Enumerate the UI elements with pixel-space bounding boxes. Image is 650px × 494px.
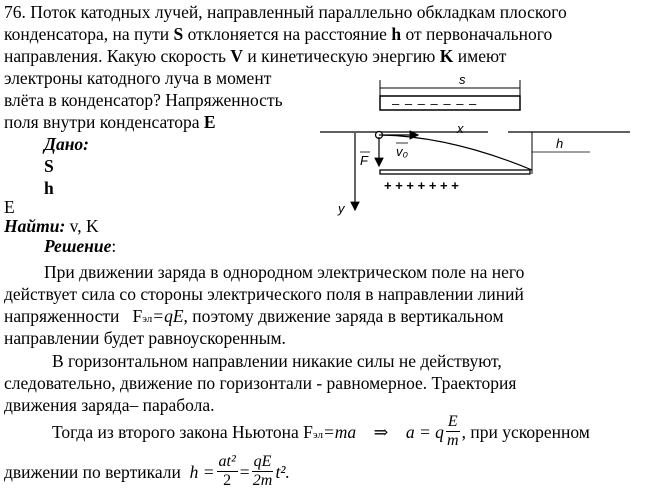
- fraction-denominator: m: [446, 432, 459, 450]
- force-subscript: эл: [142, 313, 153, 325]
- find-value: v, K: [65, 216, 99, 236]
- var-K: K: [439, 46, 454, 66]
- find-line: [4, 215, 99, 237]
- capacitor-diagram: [310, 70, 645, 220]
- fraction-denominator: 2: [223, 472, 232, 490]
- label-h: h: [556, 136, 564, 151]
- label-y: y: [338, 201, 345, 216]
- implies-arrow: ⇒: [373, 422, 389, 442]
- p4-line: [4, 453, 290, 492]
- p1-text: , поэтому движение заряда в вертикальном: [183, 306, 504, 326]
- given-item-E: E: [4, 197, 15, 217]
- problem-line-5: влёта в конденсатор? Напряженность: [4, 90, 283, 110]
- accel-formula: a = q: [405, 422, 444, 442]
- p2-line-2: следовательно, движение по горизонтали - равномерное. Траектория: [4, 373, 517, 393]
- label-s: s: [459, 72, 466, 87]
- solution-heading-line: [44, 235, 116, 257]
- p3-text: , при ускоренном: [461, 422, 590, 442]
- p4-text: движении по вертикали: [4, 462, 181, 482]
- given-heading: Дано:: [44, 134, 89, 154]
- problem-text: поля внутри конденсатора: [4, 112, 204, 132]
- solution-heading: Решение: [44, 236, 112, 256]
- minus-signs: – – – – – – –: [392, 96, 478, 111]
- plus-signs: + + + + + + +: [384, 178, 459, 193]
- var-V: V: [230, 46, 243, 66]
- given-item-S: S: [44, 156, 54, 176]
- p1-line-4: направлении будет равноускоренным.: [4, 328, 286, 348]
- problem-text: и кинетическую энергию: [243, 46, 440, 66]
- t-squared: t².: [275, 462, 290, 482]
- h-formula: h =: [189, 462, 215, 482]
- problem-line-2: [4, 23, 552, 45]
- problem-line-4: электроны катодного луча в момент: [4, 68, 272, 88]
- var-S: S: [173, 24, 184, 44]
- label-F: F: [360, 153, 368, 168]
- problem-text: имеют: [453, 46, 507, 66]
- bottom-plate: [380, 170, 530, 174]
- force-symbol: F: [132, 306, 143, 326]
- equals-sign: =: [239, 462, 250, 482]
- fraction-numerator: qE: [253, 453, 272, 471]
- label-v0: v₀: [396, 144, 408, 159]
- p2-line-3: движения заряда– парабола.: [4, 395, 215, 415]
- problem-text: от первоначального: [401, 24, 553, 44]
- p1-text: напряженности: [4, 306, 120, 326]
- p3-line: [52, 414, 590, 453]
- fraction-numerator: E: [447, 413, 458, 431]
- problem-line-6: [4, 111, 216, 133]
- force-formula: =qE: [152, 306, 184, 326]
- problem-line-3: [4, 45, 506, 67]
- label-x: x: [457, 121, 464, 136]
- solution-colon: :: [111, 236, 117, 256]
- find-heading: Найти:: [4, 216, 66, 236]
- p3-formula: =ma: [322, 422, 357, 442]
- problem-text: отклоняется на расстояние: [183, 24, 392, 44]
- p3-subscript: эл: [312, 429, 323, 441]
- var-h: h: [391, 24, 402, 44]
- fraction-E-over-m: [446, 413, 460, 450]
- var-E: E: [203, 112, 216, 132]
- p1-line-1: При движении заряда в однородном электрическом поле на него: [44, 262, 525, 282]
- given-item-h: h: [44, 178, 54, 198]
- fraction-numerator: at²: [218, 453, 236, 471]
- problem-text: конденсатора, на пути: [4, 24, 174, 44]
- p1-line-2: действует сила со стороны электрического поля в направлении линий: [4, 284, 524, 304]
- problem-line-1: 76. Поток катодных лучей, направленный параллельно обкладкам плоского: [4, 2, 567, 22]
- fraction-qE-over-2m: [252, 453, 274, 490]
- fraction-denominator: 2m: [252, 472, 273, 490]
- p3-text: Тогда из второго закона Ньютона F: [52, 422, 313, 442]
- p2-line-1: В горизонтальном направлении никакие силы не действуют,: [52, 351, 502, 371]
- fraction-at2-over-2: [217, 453, 238, 490]
- problem-text: направления. Какую скорость: [4, 46, 231, 66]
